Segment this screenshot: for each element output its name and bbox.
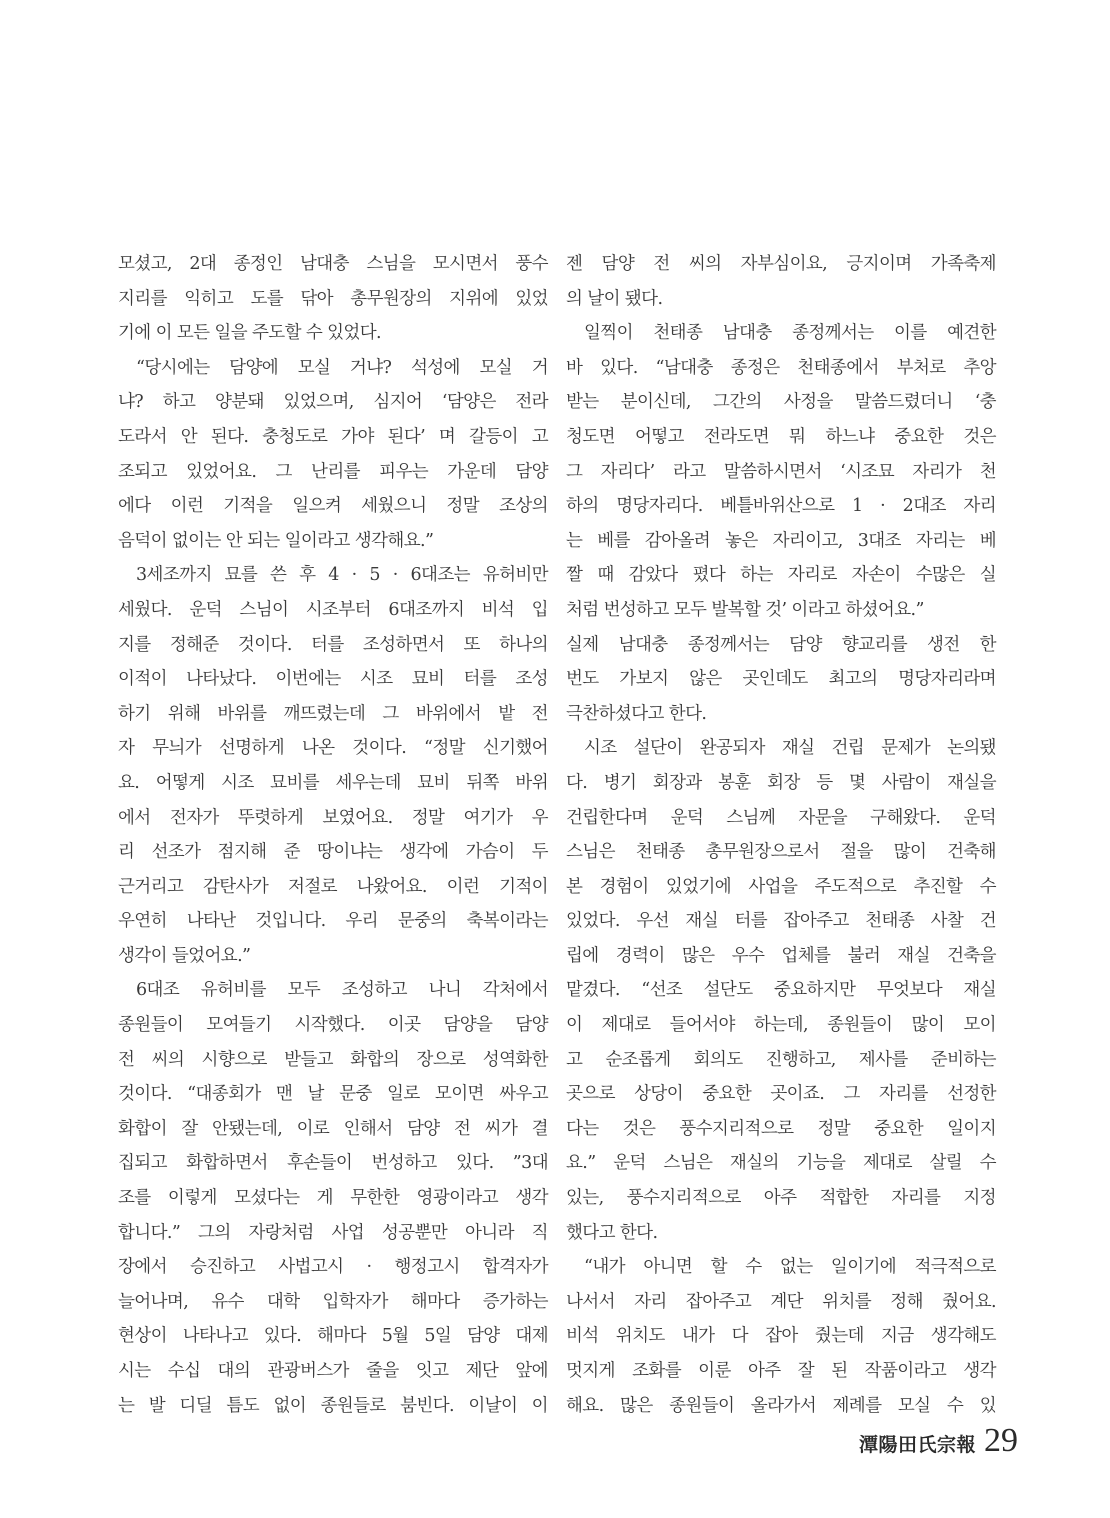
text-line: “당시에는 담양에 모실 거냐? 석성에 모실 거 [136,357,548,378]
text-line: 6대조 유허비를 모두 조성하고 나니 각처에서 [136,980,548,1001]
text-line: 젠 담양 전 씨의 자부심이요, 긍지이며 가족축제 [566,254,996,274]
text-line: 현상이 나타나고 있다. 해마다 5월 5일 담양 대제 [118,1326,548,1347]
text-line: 의 날이 됐다. [566,288,663,309]
text-line: 자 무늬가 선명하게 나온 것이다. “정말 신기했어 [118,738,548,759]
text-line: 청도면 어떻고 전라도면 뭐 하느냐 중요한 것은 [566,426,996,447]
column-gutter [556,250,557,1360]
text-line: 에서 전자가 뚜렷하게 보였어요. 정말 여기가 우 [118,807,548,828]
text-line: 냐? 하고 양분돼 있었으며, 심지어 ‘담양은 전라 [118,392,548,413]
right-text-column [566,247,996,1423]
text-line: 지를 정해준 것이다. 터를 조성하면서 또 하나의 [118,634,548,655]
text-line: 근거리고 감탄사가 저절로 나왔어요. 이런 기적이 [118,876,548,897]
text-line: 비석 위치도 내가 다 잡아 줬는데 지금 생각해도 [566,1326,996,1347]
text-line: 3세조까지 묘를 쓴 후 4 · 5 · 6대조는 유허비만 [136,565,548,586]
text-line: 조를 이렇게 모셨다는 게 무한한 영광이라고 생각 [118,1188,548,1209]
text-line: 실제 남대충 종정께서는 담양 향교리를 생전 한 [566,634,996,655]
text-line: 멋지게 조화를 이룬 아주 잘 된 작품이라고 생각 [566,1361,996,1381]
text-line: 고 순조롭게 회의도 진행하고, 제사를 준비하는 [566,1049,996,1070]
text-line: 바 있다. “남대충 종정은 천태종에서 부처로 추앙 [566,357,996,378]
text-line: 짤 때 감았다 폈다 하는 자리로 자손이 수많은 실 [566,565,996,586]
text-line: 다. 병기 회장과 봉훈 회장 등 몇 사람이 재실을 [566,772,996,793]
text-line: 하의 명당자리다. 베틀바위산으로 1 · 2대조 자리 [566,496,996,517]
text-line: 세웠다. 운덕 스님이 시조부터 6대조까지 비석 입 [118,599,548,620]
text-line: 건립한다며 운덕 스님께 자문을 구해왔다. 운덕 [566,807,996,828]
text-line: 다는 것은 풍수지리적으로 정말 중요한 일이지 [566,1118,996,1139]
text-line: 장에서 승진하고 사법고시 · 행정고시 합격자가 [118,1257,548,1278]
text-line: 우연히 나타난 것입니다. 우리 문중의 축복이라는 [118,911,548,932]
text-line: 일찍이 천태종 남대충 종정께서는 이를 예견한 [584,323,996,344]
text-line: 늘어나며, 유수 대학 입학자가 해마다 증가하는 [118,1291,548,1312]
text-line: 합니다.” 그의 자랑처럼 사업 성공뿐만 아니라 직 [118,1222,548,1243]
text-line: 해요. 많은 종원들이 올라가서 제례를 모실 수 있 [566,1395,996,1416]
text-line: 기에 이 모든 일을 주도할 수 있었다. [118,323,382,344]
text-line: 시는 수십 대의 관광버스가 줄을 잇고 제단 앞에 [118,1361,548,1381]
text-line: 나서서 자리 잡아주고 계단 위치를 정해 줬어요. [566,1291,996,1312]
text-line: 조되고 있었어요. 그 난리를 피우는 가운데 담양 [118,461,548,482]
text-line: 하기 위해 바위를 깨뜨렸는데 그 바위에서 밭 전 [118,703,548,724]
text-line: 전 씨의 시향으로 받들고 화합의 장으로 성역화한 [118,1049,548,1070]
text-line: 지리를 익히고 도를 닦아 총무원장의 지위에 있었 [118,288,548,309]
text-line: 집되고 화합하면서 후손들이 번성하고 있다. ”3대 [118,1153,548,1174]
page-number: 29 [984,1422,1018,1459]
text-line: 요. 어떻게 시조 묘비를 세우는데 묘비 뒤쪽 바위 [118,772,548,793]
text-line: 모셨고, 2대 종정인 남대충 스님을 모시면서 풍수 [118,254,548,274]
text-line: 극찬하셨다고 한다. [566,703,707,724]
text-line: 곳으로 상당이 중요한 곳이죠. 그 자리를 선정한 [566,1084,996,1105]
text-line: 번도 가보지 않은 곳인데도 최고의 명당자리라며 [566,669,996,690]
text-line: 는 베를 감아올려 놓은 자리이고, 3대조 자리는 베 [566,530,996,551]
text-line: 받는 분이신데, 그간의 사정을 말씀드렸더니 ‘충 [566,392,996,413]
text-line: 처럼 번성하고 모두 발복할 것’ 이라고 하셨어요.” [566,599,924,620]
text-line: 것이다. “대종회가 맨 날 문중 일로 모이면 싸우고 [118,1084,548,1105]
page-footer [859,1424,1018,1458]
text-line: 생각이 들었어요.” [118,945,251,966]
text-line: 있는, 풍수지리적으로 아주 적합한 자리를 지정 [566,1188,996,1209]
text-line: 요.” 운덕 스님은 재실의 기능을 제대로 살릴 수 [566,1153,996,1174]
text-line: 음덕이 없이는 안 되는 일이라고 생각해요.” [118,530,434,551]
text-line: 리 선조가 점지해 준 땅이냐는 생각에 가슴이 두 [118,842,548,863]
text-line: 립에 경력이 많은 우수 업체를 불러 재실 건축을 [566,945,996,966]
text-line: 그 자리다’ 라고 말씀하시면서 ‘시조묘 자리가 천 [566,461,996,482]
text-line: 본 경험이 있었기에 사업을 주도적으로 추진할 수 [566,876,996,897]
publication-title: 潭陽田氏宗報 [858,1434,976,1456]
text-line: 이 제대로 들어서야 하는데, 종원들이 많이 모이 [566,1015,996,1036]
text-line: 이적이 나타났다. 이번에는 시조 묘비 터를 조성 [118,669,548,690]
text-line: 있었다. 우선 재실 터를 잡아주고 천태종 사찰 건 [566,911,996,932]
text-line: 에다 이런 기적을 일으켜 세웠으니 정말 조상의 [118,496,548,517]
text-line: 도라서 안 된다. 충청도로 가야 된다’ 며 갈등이 고 [118,426,548,447]
text-line: 시조 설단이 완공되자 재실 건립 문제가 논의됐 [584,738,996,759]
text-line: 했다고 한다. [566,1222,658,1243]
text-line: 종원들이 모여들기 시작했다. 이곳 담양을 담양 [118,1015,548,1036]
text-line: 는 발 디딜 틈도 없이 종원들로 붐빈다. 이날이 이 [118,1395,548,1416]
text-line: “내가 아니면 할 수 없는 일이기에 적극적으로 [584,1257,996,1278]
text-line: 맡겼다. “선조 설단도 중요하지만 무엇보다 재실 [566,980,996,1001]
text-line: 스님은 천태종 총무원장으로서 절을 많이 건축해 [566,842,996,863]
text-line: 화합이 잘 안됐는데, 이로 인해서 담양 전 씨가 결 [118,1118,548,1139]
left-text-column [118,247,548,1423]
